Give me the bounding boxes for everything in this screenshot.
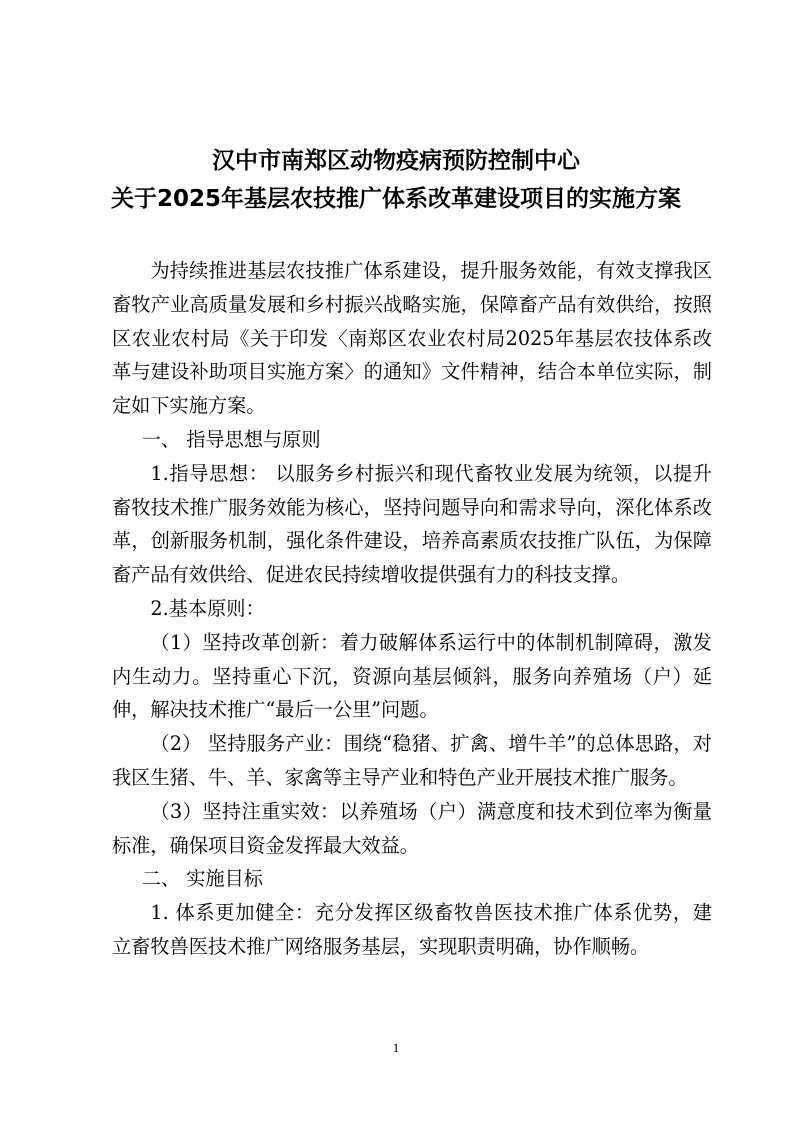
document-title-line1: 汉中市南郑区动物疫病预防控制中心 xyxy=(212,148,580,174)
goal-1-paragraph: 1. 体系更加健全：充分发挥区级畜牧兽医技术推广体系优势，建立畜牧兽医技术推广网络服务基层，实现职责明确，协作顺畅。 xyxy=(112,901,712,958)
document-body xyxy=(112,254,712,964)
intro-paragraph: 为持续推进基层农技推广体系建设，提升服务效能，有效支撑我区畜牧产业高质量发展和乡村振兴战略实施，保障畜产品有效供给，按照区农业农村局《关于印发〈南郑区农业农村局2025年基层农技体系改革与建设补助项目实施方案〉的通知》文件精神，结合本单位实际，制定如下实施方案。 xyxy=(112,259,712,418)
page-number: 1 xyxy=(392,1040,400,1055)
section-heading-2: 二、 实施目标 xyxy=(141,867,263,891)
principle-1-paragraph: （1）坚持改革创新：着力破解体系运行中的体制机制障碍，激发内生动力。坚持重心下沉，资源向基层倾斜，服务向养殖场（户）延伸，解决技术推广“最后一公里”问题。 xyxy=(112,630,712,722)
document-title-line2: 关于2025年基层农技推广体系改革建设项目的实施方案 xyxy=(110,186,681,212)
section-heading-1: 一、 指导思想与原则 xyxy=(141,427,321,451)
guiding-ideology-paragraph: 1.指导思想： 以服务乡村振兴和现代畜牧业发展为统领，以提升畜牧技术推广服务效能为核心，坚持问题导向和需求导向，深化体系改革，创新服务机制，强化条件建设，培养高素质农技推广队伍，为保障畜产品有效供给、促进农民持续增收提供强有力的科技支撑。 xyxy=(112,461,712,587)
principle-3-paragraph: （3）坚持注重实效：以养殖场（户）满意度和技术到位率为衡量标准，确保项目资金发挥最大效益。 xyxy=(112,799,712,857)
basic-principles-heading: 2.基本原则： xyxy=(150,596,265,620)
principle-2-paragraph: （2） 坚持服务产业：围绕“稳猪、扩禽、增牛羊”的总体思路，对我区生猪、牛、羊、家禽等主导产业和特色产业开展技术推广服务。 xyxy=(112,732,712,789)
